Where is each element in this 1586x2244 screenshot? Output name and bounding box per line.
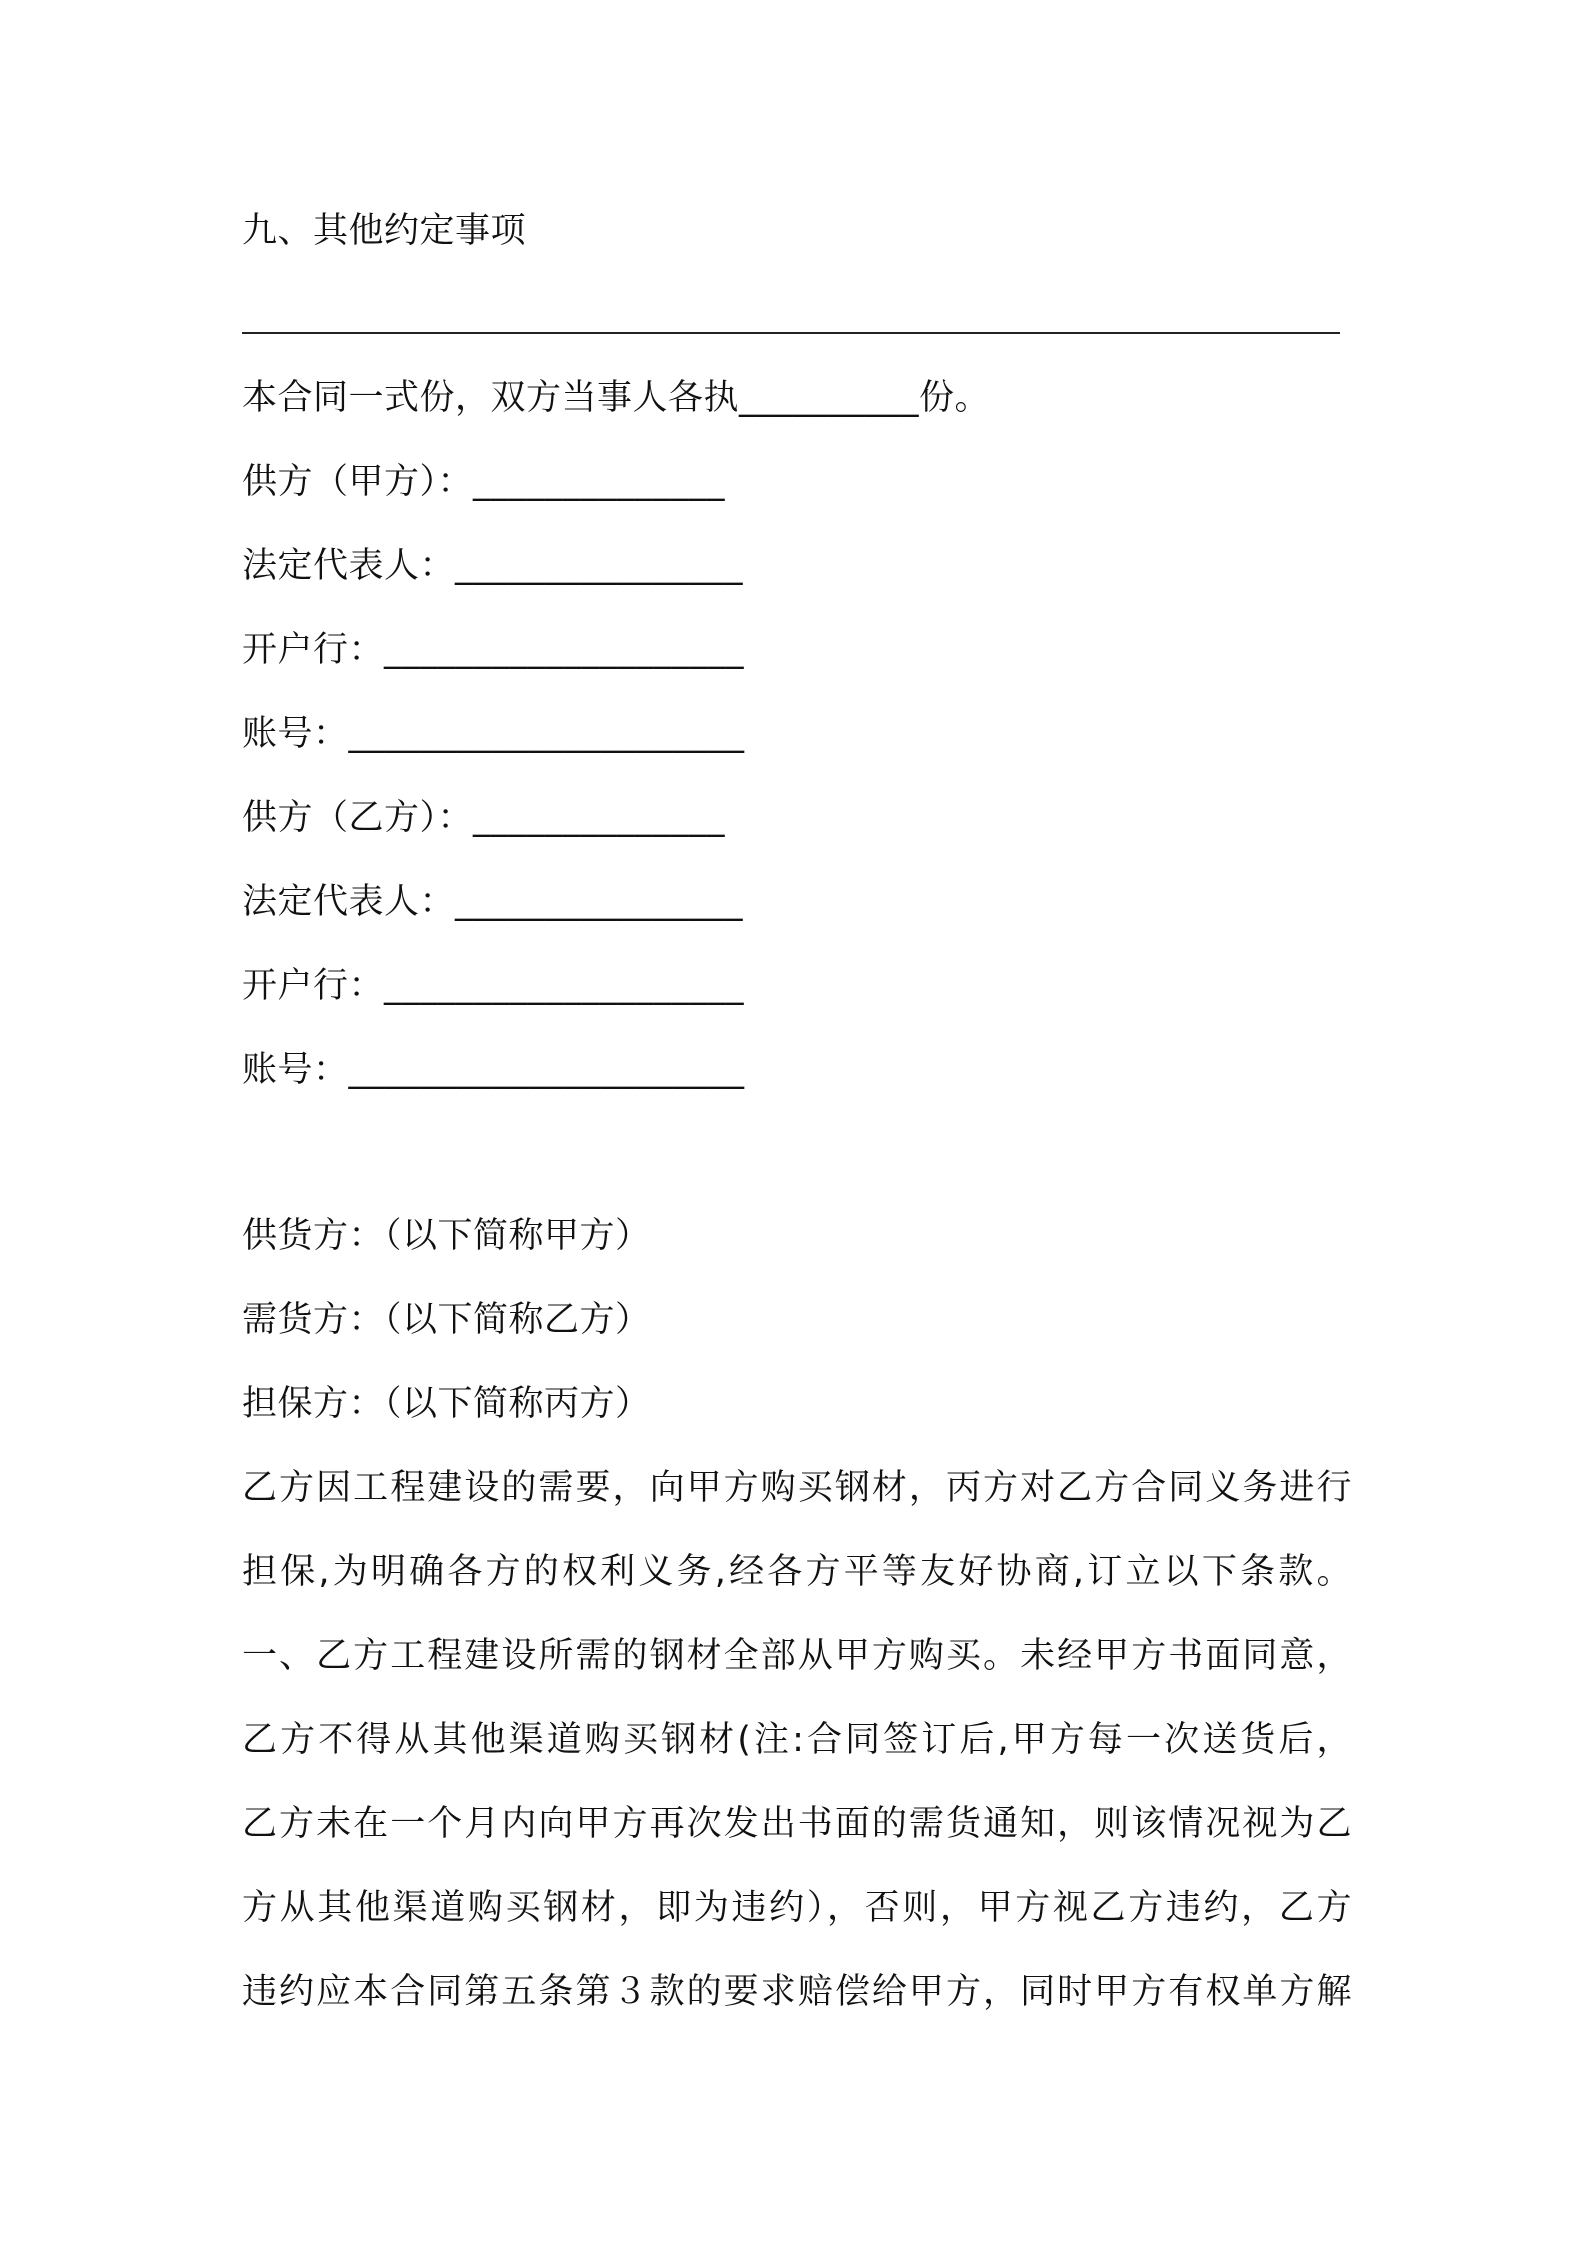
party-b-account-line: 账号：______________________ (242, 1050, 745, 1090)
buyer-party-line: 需货方：（以下简称乙方） (242, 1300, 651, 1340)
party-b-supplier-line: 供方（乙方）：______________ (242, 798, 726, 838)
contract-page (242, 0, 1362, 2244)
guarantor-party-line: 担保方：（以下简称丙方） (242, 1384, 651, 1424)
party-a-legal-rep-line: 法定代表人：________________ (242, 546, 744, 586)
body-line: 乙方不得从其他渠道购买钢材(注:合同签订后,甲方每一次送货后， (242, 1720, 1352, 1760)
body-line: 方从其他渠道购买钢材，即为违约），否则，甲方视乙方违约，乙方 (242, 1888, 1352, 1928)
party-a-bank-line: 开户行：____________________ (242, 630, 745, 670)
party-b-bank-line: 开户行：____________________ (242, 966, 745, 1006)
copies-line: 本合同一式份，双方当事人各执__________份。 (242, 378, 991, 418)
party-a-account-line: 账号：______________________ (242, 714, 745, 754)
body-line: 乙方未在一个月内向甲方再次发出书面的需货通知，则该情况视为乙 (242, 1804, 1352, 1844)
body-line: 一、乙方工程建设所需的钢材全部从甲方购买。未经甲方书面同意， (242, 1636, 1352, 1676)
body-line: 担保,为明确各方的权利义务,经各方平等友好协商,订立以下条款。 (242, 1552, 1352, 1592)
fill-in-rule (242, 332, 1340, 334)
section-heading: 九、其他约定事项 (242, 211, 527, 251)
body-line: 违约应本合同第五条第３款的要求赔偿给甲方，同时甲方有权单方解 (242, 1972, 1352, 2012)
supplier-party-line: 供货方：（以下简称甲方） (242, 1216, 651, 1256)
party-a-supplier-line: 供方（甲方）：______________ (242, 462, 726, 502)
party-b-legal-rep-line: 法定代表人：________________ (242, 882, 744, 922)
body-line: 乙方因工程建设的需要，向甲方购买钢材，丙方对乙方合同义务进行 (242, 1468, 1352, 1508)
